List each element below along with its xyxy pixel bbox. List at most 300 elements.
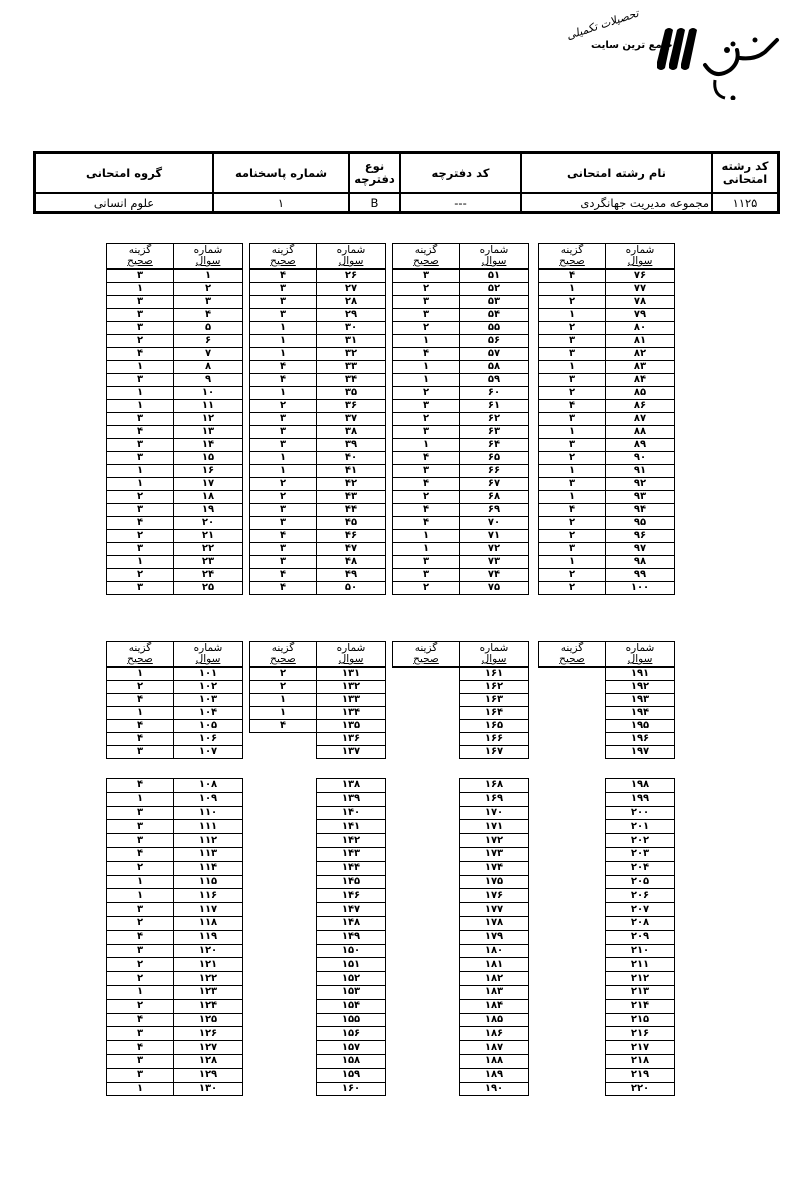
- answer-row: [107, 733, 243, 746]
- question-number: ۱۸: [174, 491, 243, 504]
- answer-row: [539, 361, 675, 374]
- correct-answer: ۲: [107, 916, 174, 930]
- question-number: ۱۴۵: [317, 875, 386, 889]
- answer-row: [539, 903, 675, 917]
- answer-row: [539, 426, 675, 439]
- correct-answer: [250, 958, 317, 972]
- answer-row: [250, 944, 386, 958]
- question-number: ۱۲: [174, 413, 243, 426]
- correct-answer: ۳: [250, 504, 317, 517]
- header-line: شماره: [193, 244, 223, 256]
- answer-row: [539, 283, 675, 296]
- answer-row: [539, 972, 675, 986]
- answer-row: [393, 361, 529, 374]
- question-number: ۲۱۸: [606, 1054, 675, 1068]
- correct-answer: [539, 875, 606, 889]
- answer-row: [393, 413, 529, 426]
- question-number: ۱۰: [174, 387, 243, 400]
- correct-answer: [539, 1013, 606, 1027]
- correct-answer: ۳: [107, 834, 174, 848]
- correct-answer: [250, 1068, 317, 1082]
- column-header-question-number: [460, 244, 529, 270]
- question-number: ۸۰: [606, 322, 675, 335]
- correct-answer: [393, 1027, 460, 1041]
- correct-answer: ۲: [107, 530, 174, 543]
- question-number: ۱۱۶: [174, 889, 243, 903]
- question-number: ۷۳: [460, 556, 529, 569]
- question-number: ۴۲: [317, 478, 386, 491]
- correct-answer: ۲: [107, 999, 174, 1013]
- correct-answer: ۱: [539, 309, 606, 322]
- correct-answer: [393, 944, 460, 958]
- answer-row: [539, 309, 675, 322]
- correct-answer: ۳: [107, 1054, 174, 1068]
- question-number: ۱۰۵: [174, 720, 243, 733]
- answer-row: [393, 491, 529, 504]
- correct-answer: [539, 694, 606, 707]
- question-number: ۴۹: [317, 569, 386, 582]
- question-number: ۴۷: [317, 543, 386, 556]
- question-number: ۸۶: [606, 400, 675, 413]
- answer-row: [393, 889, 529, 903]
- answer-row: [393, 847, 529, 861]
- correct-answer: [539, 958, 606, 972]
- answer-row: [107, 903, 243, 917]
- answer-row: [393, 1082, 529, 1096]
- value-booklet-code: ---: [400, 193, 521, 213]
- answer-row: [539, 733, 675, 746]
- question-number: ۹۴: [606, 504, 675, 517]
- answer-row: [107, 478, 243, 491]
- correct-answer: [393, 985, 460, 999]
- correct-answer: [393, 972, 460, 986]
- correct-answer: ۳: [393, 569, 460, 582]
- question-number: ۵: [174, 322, 243, 335]
- question-number: ۱۸۹: [460, 1068, 529, 1082]
- correct-answer: [393, 820, 460, 834]
- header-line: گزینه: [271, 244, 295, 256]
- answer-row: [539, 958, 675, 972]
- question-number: ۵۳: [460, 296, 529, 309]
- correct-answer: [250, 733, 317, 746]
- correct-answer: ۳: [393, 269, 460, 283]
- question-number: ۱۳۸: [317, 779, 386, 793]
- correct-answer: ۴: [539, 504, 606, 517]
- answer-row: [250, 1054, 386, 1068]
- answer-row: [393, 999, 529, 1013]
- answer-row: [393, 903, 529, 917]
- question-number: ۸: [174, 361, 243, 374]
- answer-group-section2-3: [392, 641, 529, 759]
- question-number: ۱۲۲: [174, 972, 243, 986]
- answer-row: [393, 707, 529, 720]
- question-number: ۱۵۲: [317, 972, 386, 986]
- correct-answer: ۴: [107, 930, 174, 944]
- question-number: ۲۶: [317, 269, 386, 283]
- correct-answer: ۲: [539, 322, 606, 335]
- answer-row: [539, 387, 675, 400]
- question-number: ۲۰۱: [606, 820, 675, 834]
- question-number: ۱: [174, 269, 243, 283]
- question-number: ۴۰: [317, 452, 386, 465]
- answer-row: [250, 504, 386, 517]
- answer-row: [539, 569, 675, 582]
- answer-row: [107, 1013, 243, 1027]
- correct-answer: ۳: [107, 820, 174, 834]
- answer-table: [392, 243, 529, 595]
- header-row: [539, 642, 675, 668]
- correct-answer: [539, 903, 606, 917]
- answer-row: [539, 930, 675, 944]
- question-number: ۶۷: [460, 478, 529, 491]
- answer-row: [539, 681, 675, 694]
- answer-row: [250, 834, 386, 848]
- correct-answer: ۳: [107, 543, 174, 556]
- header-line: سوال: [627, 255, 653, 267]
- correct-answer: ۱: [250, 465, 317, 478]
- correct-answer: [539, 779, 606, 793]
- correct-answer: [250, 903, 317, 917]
- question-number: ۷۸: [606, 296, 675, 309]
- correct-answer: [539, 1082, 606, 1096]
- answer-row: [393, 720, 529, 733]
- correct-answer: [250, 985, 317, 999]
- answer-table: [106, 641, 243, 759]
- question-number: ۲۸: [317, 296, 386, 309]
- answer-row: [393, 465, 529, 478]
- answer-row: [250, 1041, 386, 1055]
- answer-row: [393, 569, 529, 582]
- answer-row: [107, 465, 243, 478]
- header-line: شماره: [336, 642, 366, 654]
- answer-row: [107, 681, 243, 694]
- answer-row: [393, 875, 529, 889]
- question-number: ۵۱: [460, 269, 529, 283]
- question-number: ۱۳۴: [317, 707, 386, 720]
- correct-answer: [539, 720, 606, 733]
- answer-row: [107, 348, 243, 361]
- answer-row: [393, 387, 529, 400]
- question-number: ۱۴: [174, 439, 243, 452]
- answer-row: [393, 439, 529, 452]
- answer-table: [392, 778, 529, 1096]
- answer-row: [107, 746, 243, 759]
- question-number: ۱۰۱: [174, 667, 243, 681]
- value-field-name: مجموعه مدیریت جهانگردی: [521, 193, 712, 213]
- question-number: ۱۹۴: [606, 707, 675, 720]
- answer-row: [250, 694, 386, 707]
- answer-row: [107, 875, 243, 889]
- correct-answer: ۴: [107, 426, 174, 439]
- correct-answer: [393, 999, 460, 1013]
- answer-row: [393, 400, 529, 413]
- correct-answer: ۴: [393, 478, 460, 491]
- header-line: گزینه: [414, 642, 438, 654]
- question-number: ۱۳۷: [317, 746, 386, 759]
- correct-answer: ۳: [250, 296, 317, 309]
- question-number: ۸۱: [606, 335, 675, 348]
- answer-row: [250, 426, 386, 439]
- correct-answer: [250, 779, 317, 793]
- answer-row: [250, 452, 386, 465]
- correct-answer: ۴: [393, 517, 460, 530]
- correct-answer: ۳: [250, 426, 317, 439]
- correct-answer: ۴: [107, 1041, 174, 1055]
- correct-answer: ۴: [250, 720, 317, 733]
- question-number: ۱۶: [174, 465, 243, 478]
- answer-row: [539, 820, 675, 834]
- column-header-correct-answer: [107, 244, 174, 270]
- answer-row: [250, 792, 386, 806]
- correct-answer: ۳: [250, 517, 317, 530]
- question-number: ۲۱۹: [606, 1068, 675, 1082]
- answer-row: [107, 847, 243, 861]
- correct-answer: [250, 834, 317, 848]
- header-field-code: کد رشته امتحانی: [712, 153, 779, 194]
- question-number: ۲۱۶: [606, 1027, 675, 1041]
- question-number: ۷۲: [460, 543, 529, 556]
- correct-answer: ۳: [107, 582, 174, 595]
- answer-row: [107, 999, 243, 1013]
- answer-table: [392, 641, 529, 759]
- correct-answer: ۳: [250, 439, 317, 452]
- answer-row: [539, 667, 675, 681]
- question-number: ۹۹: [606, 569, 675, 582]
- answer-row: [107, 779, 243, 793]
- answer-row: [393, 667, 529, 681]
- answer-row: [539, 746, 675, 759]
- question-number: ۲۳: [174, 556, 243, 569]
- column-header-question-number: [174, 642, 243, 668]
- question-number: ۱۵۷: [317, 1041, 386, 1055]
- header-line: صحیح: [127, 653, 153, 665]
- correct-answer: [539, 1041, 606, 1055]
- answer-row: [393, 972, 529, 986]
- question-number: ۶۵: [460, 452, 529, 465]
- correct-answer: [393, 916, 460, 930]
- question-number: ۱۲۳: [174, 985, 243, 999]
- correct-answer: [250, 1027, 317, 1041]
- correct-answer: ۴: [107, 348, 174, 361]
- question-number: ۱۶۷: [460, 746, 529, 759]
- question-number: ۱۲۸: [174, 1054, 243, 1068]
- header-line: شماره: [479, 244, 509, 256]
- answer-row: [250, 348, 386, 361]
- question-number: ۳۷: [317, 413, 386, 426]
- answer-row: [107, 834, 243, 848]
- correct-answer: ۲: [107, 972, 174, 986]
- question-number: ۱۸۳: [460, 985, 529, 999]
- answer-row: [107, 452, 243, 465]
- answer-row: [539, 779, 675, 793]
- answer-row: [250, 283, 386, 296]
- answer-row: [539, 834, 675, 848]
- correct-answer: ۱: [539, 426, 606, 439]
- answer-row: [107, 972, 243, 986]
- answer-row: [393, 530, 529, 543]
- answer-row: [539, 452, 675, 465]
- question-number: ۳۶: [317, 400, 386, 413]
- answer-row: [250, 861, 386, 875]
- answer-group-section3-3: [392, 778, 529, 1096]
- question-number: ۱۱۳: [174, 847, 243, 861]
- question-number: ۹۲: [606, 478, 675, 491]
- correct-answer: ۱: [393, 439, 460, 452]
- question-number: ۷۷: [606, 283, 675, 296]
- correct-answer: [393, 681, 460, 694]
- answer-row: [250, 491, 386, 504]
- correct-answer: ۱: [393, 374, 460, 387]
- question-number: ۴۱: [317, 465, 386, 478]
- answer-row: [539, 1068, 675, 1082]
- answer-row: [393, 861, 529, 875]
- answer-row: [539, 413, 675, 426]
- answer-row: [250, 681, 386, 694]
- answer-row: [250, 733, 386, 746]
- correct-answer: [539, 916, 606, 930]
- answer-row: [539, 543, 675, 556]
- correct-answer: ۲: [539, 296, 606, 309]
- question-number: ۱۵۹: [317, 1068, 386, 1082]
- question-number: ۲۱: [174, 530, 243, 543]
- correct-answer: [250, 1013, 317, 1027]
- logo-tagline: جامع ترین سایت: [591, 40, 673, 51]
- question-number: ۱۸۵: [460, 1013, 529, 1027]
- answer-row: [250, 1082, 386, 1096]
- answer-row: [107, 556, 243, 569]
- question-number: ۵۹: [460, 374, 529, 387]
- question-number: ۵۰: [317, 582, 386, 595]
- answer-row: [393, 283, 529, 296]
- question-number: ۱۵۳: [317, 985, 386, 999]
- answer-row: [250, 1027, 386, 1041]
- correct-answer: ۲: [393, 582, 460, 595]
- header-line: گزینه: [128, 642, 152, 654]
- question-number: ۷۱: [460, 530, 529, 543]
- header-line: گزینه: [560, 244, 584, 256]
- answer-group-section2-1: [106, 641, 243, 759]
- correct-answer: [539, 746, 606, 759]
- column-header-correct-answer: [539, 244, 606, 270]
- question-number: ۱۴۸: [317, 916, 386, 930]
- answer-row: [107, 530, 243, 543]
- column-header-question-number: [317, 244, 386, 270]
- question-number: ۱۷: [174, 478, 243, 491]
- correct-answer: ۲: [539, 452, 606, 465]
- correct-answer: [393, 930, 460, 944]
- correct-answer: ۲: [107, 335, 174, 348]
- correct-answer: ۳: [107, 1068, 174, 1082]
- answer-row: [393, 1041, 529, 1055]
- answer-row: [250, 820, 386, 834]
- answer-row: [250, 517, 386, 530]
- answer-row: [250, 779, 386, 793]
- correct-answer: [250, 1041, 317, 1055]
- answer-row: [250, 847, 386, 861]
- correct-answer: ۲: [107, 491, 174, 504]
- question-number: ۱۷۷: [460, 903, 529, 917]
- correct-answer: ۱: [393, 335, 460, 348]
- question-number: ۱۵: [174, 452, 243, 465]
- header-row: [250, 642, 386, 668]
- correct-answer: [539, 681, 606, 694]
- question-number: ۸۳: [606, 361, 675, 374]
- question-number: ۸۴: [606, 374, 675, 387]
- question-number: ۱۳۵: [317, 720, 386, 733]
- question-number: ۲۱۰: [606, 944, 675, 958]
- correct-answer: [250, 861, 317, 875]
- question-number: ۱۰۲: [174, 681, 243, 694]
- question-number: ۳۱: [317, 335, 386, 348]
- answer-row: [107, 958, 243, 972]
- question-number: ۲۱۴: [606, 999, 675, 1013]
- header-line: سوال: [195, 255, 221, 267]
- answer-row: [107, 322, 243, 335]
- exam-info-table: [33, 151, 780, 214]
- answer-row: [250, 720, 386, 733]
- answer-row: [393, 374, 529, 387]
- question-number: ۱۱۱: [174, 820, 243, 834]
- correct-answer: ۱: [107, 556, 174, 569]
- correct-answer: ۲: [539, 582, 606, 595]
- correct-answer: ۱: [107, 478, 174, 491]
- question-number: ۱۱۷: [174, 903, 243, 917]
- answer-row: [250, 569, 386, 582]
- header-field-name: نام رشته امتحانی: [521, 153, 712, 194]
- question-number: ۲۰۰: [606, 806, 675, 820]
- correct-answer: ۱: [250, 348, 317, 361]
- answer-group-section2-4: [538, 641, 675, 759]
- answer-row: [250, 335, 386, 348]
- answer-row: [107, 889, 243, 903]
- correct-answer: ۴: [107, 779, 174, 793]
- header-row: [539, 244, 675, 270]
- logo-script-text: تحصیلات تکمیلی: [564, 6, 641, 43]
- correct-answer: [250, 930, 317, 944]
- answer-row: [107, 491, 243, 504]
- question-number: ۲۰۴: [606, 861, 675, 875]
- question-number: ۱۱۹: [174, 930, 243, 944]
- answer-group-section3-4: [538, 778, 675, 1096]
- question-number: ۱۲۴: [174, 999, 243, 1013]
- correct-answer: ۳: [393, 296, 460, 309]
- answer-group-section2-2: [249, 641, 386, 759]
- answer-row: [250, 930, 386, 944]
- correct-answer: [393, 1013, 460, 1027]
- correct-answer: [393, 720, 460, 733]
- question-number: ۱۶۸: [460, 779, 529, 793]
- answer-row: [250, 1068, 386, 1082]
- question-number: ۱۵۶: [317, 1027, 386, 1041]
- correct-answer: ۱: [250, 452, 317, 465]
- answer-row: [250, 806, 386, 820]
- question-number: ۳۳: [317, 361, 386, 374]
- correct-answer: [250, 820, 317, 834]
- correct-answer: ۴: [539, 400, 606, 413]
- answer-row: [539, 582, 675, 595]
- correct-answer: ۳: [393, 465, 460, 478]
- question-number: ۲۱۳: [606, 985, 675, 999]
- answer-row: [393, 985, 529, 999]
- question-number: ۲۵: [174, 582, 243, 595]
- answer-row: [250, 296, 386, 309]
- answer-row: [393, 556, 529, 569]
- answer-row: [107, 1068, 243, 1082]
- answer-row: [539, 861, 675, 875]
- question-number: ۲۴: [174, 569, 243, 582]
- answer-row: [393, 944, 529, 958]
- question-number: ۱۲۷: [174, 1041, 243, 1055]
